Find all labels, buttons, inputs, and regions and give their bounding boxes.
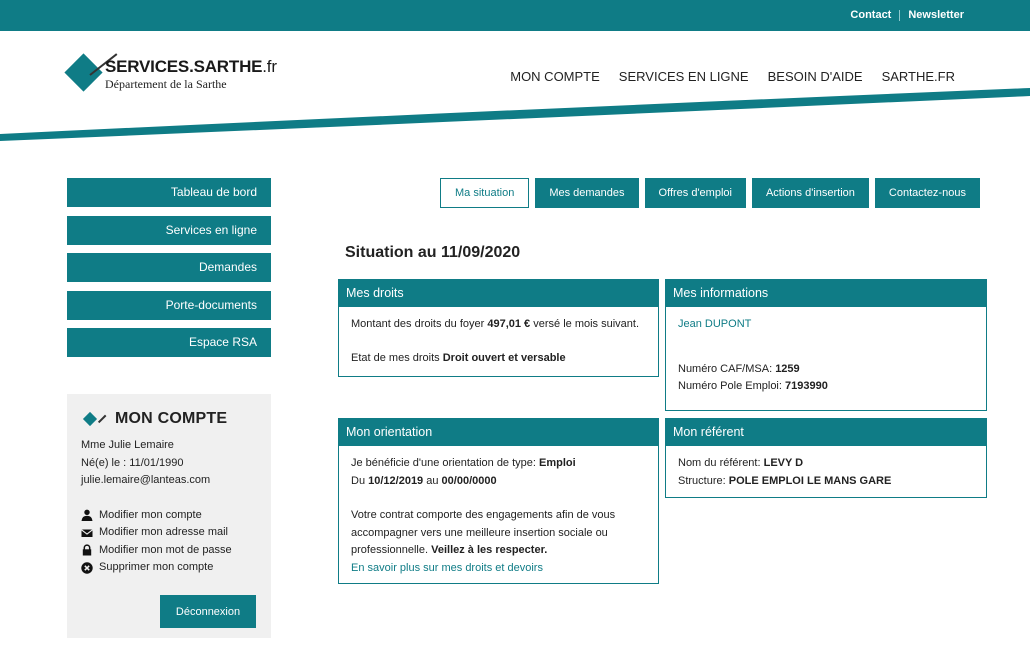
account-title: MON COMPTE (115, 410, 228, 427)
droits-card (338, 279, 659, 377)
logout-button[interactable]: Déconnexion (160, 595, 256, 628)
envelope-icon (81, 527, 93, 539)
orientation-contract-body: Votre contrat comporte des engagements afin de vous accompagner vers une meilleure insertion sociale ou professionnelle. (351, 509, 616, 556)
referent-card (665, 418, 987, 498)
droits-amount: 497,01 € (487, 318, 531, 330)
nav-mon-compte[interactable]: MON COMPTE (510, 69, 600, 84)
account-name: Mme Julie Lemaire (81, 439, 174, 451)
account-panel (67, 394, 271, 638)
droits-amount-line (351, 316, 646, 334)
referent-card-title: Mon référent (666, 419, 986, 446)
orientation-card-body (339, 446, 658, 577)
nav-besoin-d-aide[interactable]: BESOIN D'AIDE (767, 69, 863, 84)
infos-card (665, 279, 987, 411)
account-diamond-icon (83, 412, 97, 426)
orientation-more-link[interactable]: En savoir plus sur mes droits et devoirs (351, 561, 543, 574)
orientation-contract-warning: Veillez à les respecter. (431, 544, 548, 556)
infos-caf-value: 1259 (775, 362, 800, 375)
droits-state-prefix: Etat de mes droits (351, 351, 443, 364)
infos-pe-line (678, 378, 974, 396)
orientation-type-line (351, 455, 646, 473)
nav-services-en-ligne[interactable]: SERVICES EN LIGNE (618, 69, 749, 84)
logo-subtitle: Département de la Sarthe (105, 77, 227, 91)
account-slash-icon (98, 415, 106, 423)
referent-structure-label: Structure: (678, 474, 729, 487)
orientation-from-date: 10/12/2019 (368, 474, 424, 487)
orientation-contract-text (351, 507, 646, 560)
logo-title (105, 57, 277, 77)
infos-card-body (666, 307, 986, 396)
sidebar-item-tableau-de-bord[interactable]: Tableau de bord (67, 178, 271, 207)
edit-email-link[interactable] (81, 524, 257, 542)
delete-account-link[interactable] (81, 559, 257, 577)
orientation-dates-line (351, 473, 646, 491)
sidebar-item-porte-documents[interactable]: Porte-documents (67, 291, 271, 320)
infos-name: Jean DUPONT (678, 318, 752, 330)
tab-actions-d-insertion[interactable]: Actions d'insertion (752, 178, 869, 208)
tab-ma-situation[interactable]: Ma situation (440, 178, 529, 208)
edit-password-label: Modifier mon mot de passe (99, 543, 232, 556)
infos-pe-label: Numéro Pole Emploi: (678, 380, 785, 392)
sidebar-nav (67, 178, 271, 366)
sidebar-item-demandes[interactable]: Demandes (67, 253, 271, 282)
account-email: julie.lemaire@lanteas.com (81, 474, 211, 486)
close-circle-icon (81, 562, 93, 574)
tab-mes-demandes[interactable]: Mes demandes (535, 178, 638, 208)
droits-card-title: Mes droits (339, 280, 658, 307)
top-links (850, 9, 964, 21)
account-header (81, 409, 257, 429)
top-links-separator (899, 10, 900, 21)
lock-icon (81, 544, 93, 556)
orientation-from-prefix: Du (351, 474, 369, 487)
droits-card-body (339, 307, 658, 367)
referent-structure-line (678, 473, 974, 491)
infos-caf-line (678, 361, 974, 379)
droits-amount-prefix: Montant des droits du foyer (351, 318, 488, 330)
main-nav (491, 69, 955, 84)
nav-sarthe-fr[interactable]: SARTHE.FR (881, 69, 955, 84)
edit-password-link[interactable] (81, 542, 257, 560)
tab-contactez-nous[interactable]: Contactez-nous (875, 178, 980, 208)
logo-title-suffix: .fr (262, 57, 277, 76)
sidebar-item-espace-rsa[interactable]: Espace RSA (67, 328, 271, 357)
droits-state: Droit ouvert et versable (442, 351, 566, 364)
orientation-to-prefix: au (423, 474, 442, 487)
referent-name-label: Nom du référent: (678, 457, 764, 469)
account-links (81, 507, 257, 577)
referent-card-body (666, 446, 986, 490)
referent-structure: POLE EMPLOI LE MANS GARE (728, 474, 892, 487)
sidebar-item-services-en-ligne[interactable]: Services en ligne (67, 216, 271, 245)
edit-account-link[interactable] (81, 507, 257, 525)
infos-pe-value: 7193990 (785, 380, 828, 392)
situation-tabs (440, 178, 986, 208)
droits-amount-suffix: versé le mois suivant. (530, 318, 640, 330)
orientation-card-title: Mon orientation (339, 419, 658, 446)
orientation-type-prefix: Je bénéficie d'une orientation de type: (351, 457, 540, 469)
top-bar (0, 0, 1030, 31)
referent-name: LEVY D (763, 457, 804, 469)
droits-state-line (351, 350, 646, 368)
account-birthdate: Né(e) le : 11/01/1990 (81, 456, 184, 469)
referent-name-line (678, 455, 974, 473)
orientation-to-date: 00/00/0000 (441, 474, 497, 487)
contact-link[interactable]: Contact (850, 9, 892, 21)
account-info (81, 437, 257, 490)
page-title: Situation au 11/09/2020 (345, 244, 521, 261)
infos-card-title: Mes informations (666, 280, 986, 307)
delete-account-label: Supprimer mon compte (99, 561, 214, 573)
user-icon (81, 509, 93, 521)
edit-account-label: Modifier mon compte (99, 508, 202, 521)
logo-title-main: SERVICES.SARTHE (105, 57, 263, 76)
header-swoosh (0, 86, 1030, 142)
tab-offres-d-emploi[interactable]: Offres d'emploi (645, 178, 746, 208)
edit-email-label: Modifier mon adresse mail (99, 526, 228, 538)
infos-caf-label: Numéro CAF/MSA: (678, 362, 776, 375)
orientation-card (338, 418, 659, 584)
orientation-type: Emploi (539, 457, 576, 469)
newsletter-link[interactable]: Newsletter (908, 9, 964, 21)
